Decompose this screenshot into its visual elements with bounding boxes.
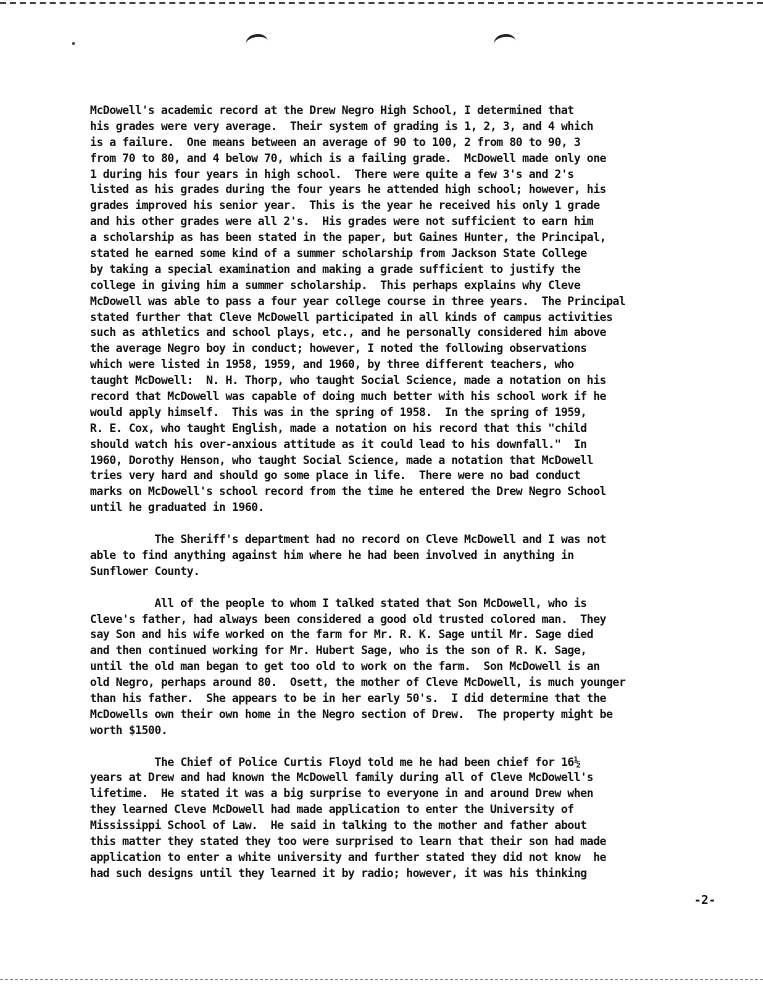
text-line: McDowell's academic record at the Drew Negro High School, I determined that [90,104,574,117]
text-line: record that McDowell was capable of doing much better with his school work if he [90,390,607,404]
paragraph-1 [90,103,730,516]
paragraph-gap [90,580,730,596]
text-line: college in giving him a summer scholarship. This perhaps explains why Cleve [90,278,581,292]
text-line: McDowells own their own home in the Negro section of Drew. The property might be [90,707,613,721]
text-line: which were listed in 1958, 1959, and 1960, by three different teachers, who [90,358,574,372]
text-line: Cleve's father, had always been considered a good old trusted colored man. They [90,612,607,626]
text-line: and his other grades were all 2's. His grades were not sufficient to earn him [90,215,594,229]
text-line: would apply himself. This was in the spring of 1958. In the spring of 1959, [90,405,587,419]
text-line: lifetime. He stated it was a big surprise to everyone in and around Drew when [90,787,594,801]
text-line: until the old man began to get too old to work on the farm. Son McDowell is an [90,660,600,674]
paragraph-2 [90,532,730,580]
text-line: Sunflower County. [90,564,200,578]
text-line: until he graduated in 1960. [90,501,265,515]
text-line: say Son and his wife worked on the farm for Mr. R. K. Sage until Mr. Sage died [90,628,594,642]
text-line: R. E. Cox, who taught English, made a notation on his record that this "child [90,421,587,435]
text-line: marks on McDowell's school record from the time he entered the Drew Negro School [90,485,607,499]
text-line: worth $1500. [90,723,168,737]
text-line: they learned Cleve McDowell had made application to enter the University of [90,803,574,817]
right-punch-mark [493,33,517,53]
scan-speck [72,42,75,45]
top-edge-border [0,2,763,4]
paragraph-4 [90,755,730,882]
text-line: from 70 to 80, and 4 below 70, which is a failing grade. McDowell made only one [90,151,607,165]
text-line: 1960, Dorothy Henson, who taught Social Science, made a notation that McDowell [90,453,594,467]
text-line: a scholarship as has been stated in the paper, but Gaines Hunter, the Principal, [90,231,607,245]
text-line: old Negro, perhaps around 80. Osett, the mother of Cleve McDowell, is much younger [90,676,626,690]
text-line: Mississippi School of Law. He said in talking to the mother and father about [90,819,587,833]
text-line: years at Drew and had known the McDowell family during all of Cleve McDowell's [90,771,594,785]
text-line: should watch his over-anxious attitude as it could lead to his downfall." In [90,437,587,451]
text-line: stated he earned some kind of a summer scholarship from Jackson State College [90,247,587,261]
text-line: such as athletics and school plays, etc., and he personally considered him above [90,326,607,340]
bottom-edge-border [0,979,763,980]
text-line: the average Negro boy in conduct; however, I noted the following observations [90,342,587,356]
text-line: McDowell was able to pass a four year college course in three years. The Principal [90,294,626,308]
paragraph-gap [90,516,730,532]
text-line: tries very hard and should go some place in life. There were no bad conduct [90,469,581,483]
text-line: application to enter a white university and further stated they did not know he [90,850,607,864]
text-line: had such designs until they learned it by radio; however, it was his thinking [90,866,587,880]
paragraph-gap [90,739,730,755]
text-line: able to find anything against him where he had been involved in anything in [90,548,574,562]
text-line: listed as his grades during the four years he attended high school; however, his [90,183,607,197]
text-line: is a failure. One means between an average of 90 to 100, 2 from 80 to 90, 3 [90,135,581,149]
text-line: The Chief of Police Curtis Floyd told me he had been chief for 16½ [90,755,581,769]
text-line: and then continued working for Mr. Hubert Sage, who is the son of R. K. Sage, [90,644,587,658]
text-line: by taking a special examination and making a grade sufficient to justify the [90,262,581,276]
text-line: this matter they stated they too were surprised to learn that their son had made [90,834,607,848]
text-line: stated further that Cleve McDowell participated in all kinds of campus activities [90,310,613,324]
text-line: grades improved his senior year. This is the year he received his only 1 grade [90,199,600,213]
text-line: All of the people to whom I talked stated that Son McDowell, who is [90,596,587,610]
text-line: 1 during his four years in high school. There were quite a few 3's and 2's [90,167,574,181]
document-body [90,103,730,882]
left-punch-mark [245,33,269,53]
text-line: his grades were very average. Their system of grading is 1, 2, 3, and 4 which [90,119,594,133]
text-line: taught McDowell: N. H. Thorp, who taught Social Science, made a notation on his [90,374,607,388]
paragraph-3 [90,596,730,739]
text-line: The Sheriff's department had no record on Cleve McDowell and I was not [90,533,607,547]
page-number: -2- [694,893,716,907]
text-line: than his father. She appears to be in her early 50's. I did determine that the [90,691,607,705]
